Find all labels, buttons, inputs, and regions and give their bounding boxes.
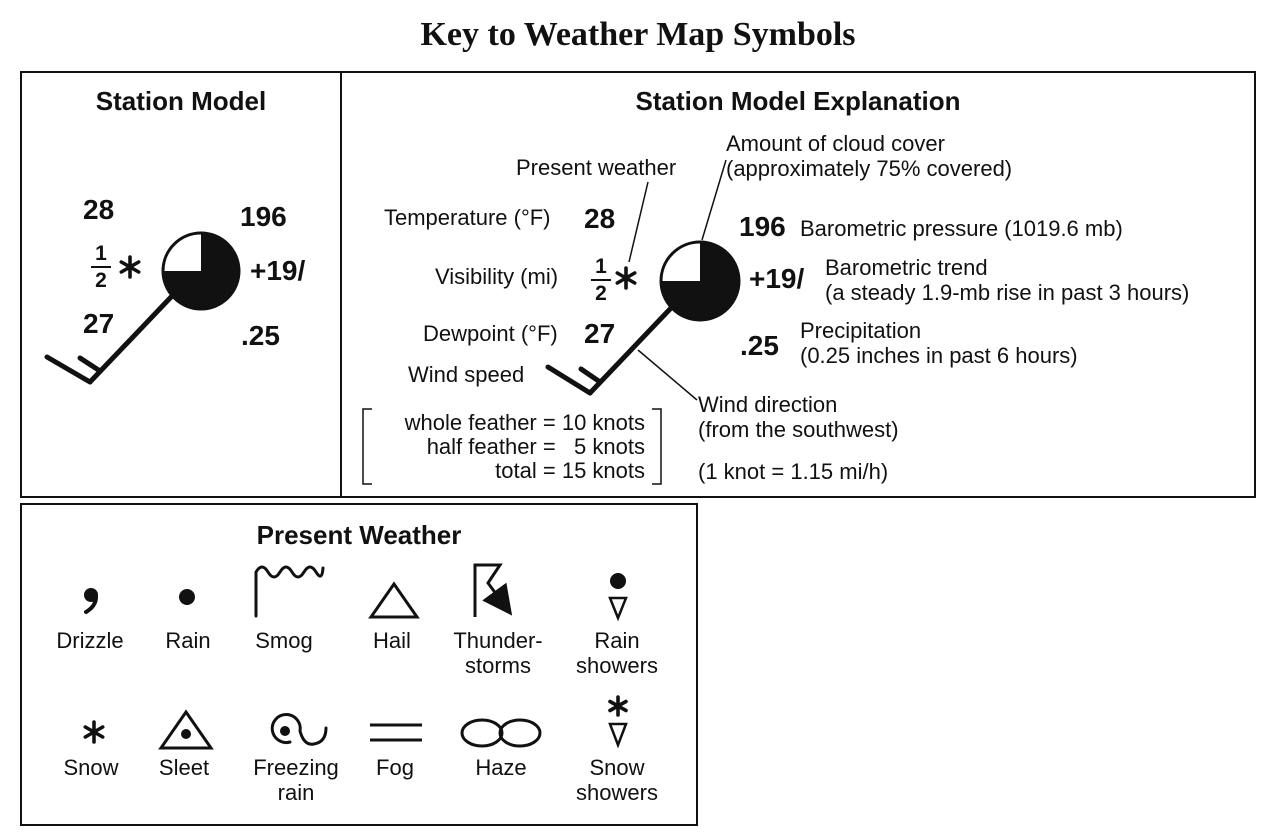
explanation-cloud-cover-icon <box>661 242 739 320</box>
station-cloud-cover-icon <box>163 233 239 309</box>
trend-label: Barometric trend <box>825 255 988 280</box>
smog-icon <box>256 567 323 616</box>
hail-icon <box>371 584 417 617</box>
wind-direction-label: Wind direction <box>698 392 838 417</box>
haze-icon <box>462 720 540 746</box>
freezing-rain-icon <box>272 715 326 745</box>
station-wind-half-feather <box>80 358 100 371</box>
dewpoint-label: Dewpoint (°F) <box>423 321 558 346</box>
present-weather-heading: Present Weather <box>256 520 462 550</box>
cloud-cover-label: Amount of cloud cover <box>726 131 945 156</box>
feather-total-label: total = 15 knots <box>495 458 645 483</box>
station-temperature-value: 28 <box>83 194 115 225</box>
explanation-model-symbol <box>363 160 739 484</box>
cloud-cover-leader <box>702 160 726 240</box>
thunderstorm-icon <box>475 565 505 617</box>
explanation-snow-icon <box>617 268 634 288</box>
sleet-label: Sleet <box>158 755 210 780</box>
station-dewpoint-value: 27 <box>83 308 115 339</box>
explanation-precip-value: .25 <box>740 330 779 361</box>
visibility-label: Visibility (mi) <box>435 264 559 289</box>
smog-label: Smog <box>255 628 313 653</box>
explanation-visibility-denominator: 2 <box>595 282 607 305</box>
feather-bracket-right <box>652 409 661 484</box>
wind-direction-leader <box>638 350 697 400</box>
page-title: Key to Weather Map Symbols <box>420 16 856 53</box>
wind-speed-label: Wind speed <box>408 362 525 387</box>
drizzle-label: Drizzle <box>56 628 124 653</box>
station-model-symbol <box>47 233 239 382</box>
station-snow-icon <box>121 257 138 277</box>
thunderstorms-label: Thunder-storms <box>453 628 543 678</box>
explanation-heading: Station Model Explanation <box>635 86 961 116</box>
feather-half-label: half feather = 5 knots <box>426 434 645 459</box>
sleet-icon <box>161 712 211 748</box>
rain-label: Rain <box>165 628 211 653</box>
snow-label: Snow <box>63 755 119 780</box>
cloud-cover-detail: (approximately 75% covered) <box>726 156 1013 181</box>
wind-direction-detail: (from the southwest) <box>698 417 899 442</box>
pressure-label: Barometric pressure (1019.6 mb) <box>800 216 1123 241</box>
station-trend-value: +19/ <box>250 255 306 286</box>
station-pressure-value: 196 <box>240 201 287 232</box>
explanation-trend-value: +19/ <box>749 263 805 294</box>
temperature-label: Temperature (°F) <box>384 205 551 230</box>
station-model-heading: Station Model <box>95 86 267 116</box>
present-weather-leader <box>629 182 648 262</box>
precip-detail: (0.25 inches in past 6 hours) <box>800 343 1078 368</box>
station-visibility-numerator: 1 <box>95 242 107 265</box>
fog-label: Fog <box>376 755 414 780</box>
rain-showers-icon <box>610 573 626 618</box>
feather-whole-label: whole feather = 10 knots <box>404 410 645 435</box>
explanation-wind-shaft <box>590 308 671 393</box>
knot-conversion-label: (1 knot = 1.15 mi/h) <box>698 459 889 484</box>
trend-detail: (a steady 1.9-mb rise in past 3 hours) <box>825 280 1190 305</box>
haze-label: Haze <box>475 755 527 780</box>
explanation-temperature-value: 28 <box>584 203 616 234</box>
drizzle-icon <box>84 588 98 612</box>
precip-label: Precipitation <box>800 318 922 343</box>
hail-label: Hail <box>373 628 411 653</box>
explanation-pressure-value: 196 <box>739 211 786 242</box>
explanation-wind-half-feather <box>581 369 600 382</box>
snow-icon <box>85 722 102 742</box>
explanation-visibility-numerator: 1 <box>595 255 607 278</box>
station-wind-shaft <box>90 296 172 382</box>
snow-showers-label: Snow showers <box>576 755 658 805</box>
station-precip-value: .25 <box>241 320 280 351</box>
present-weather-label: Present weather <box>516 155 677 180</box>
rain-icon <box>179 589 195 605</box>
rain-showers-label: Rain showers <box>576 628 658 678</box>
snow-showers-icon <box>610 697 626 745</box>
fog-icon <box>370 725 422 740</box>
explanation-dewpoint-value: 27 <box>584 318 616 349</box>
feather-bracket-left <box>363 409 372 484</box>
freezing-rain-label: Freezing rain <box>253 755 339 805</box>
station-visibility-denominator: 2 <box>95 269 107 292</box>
